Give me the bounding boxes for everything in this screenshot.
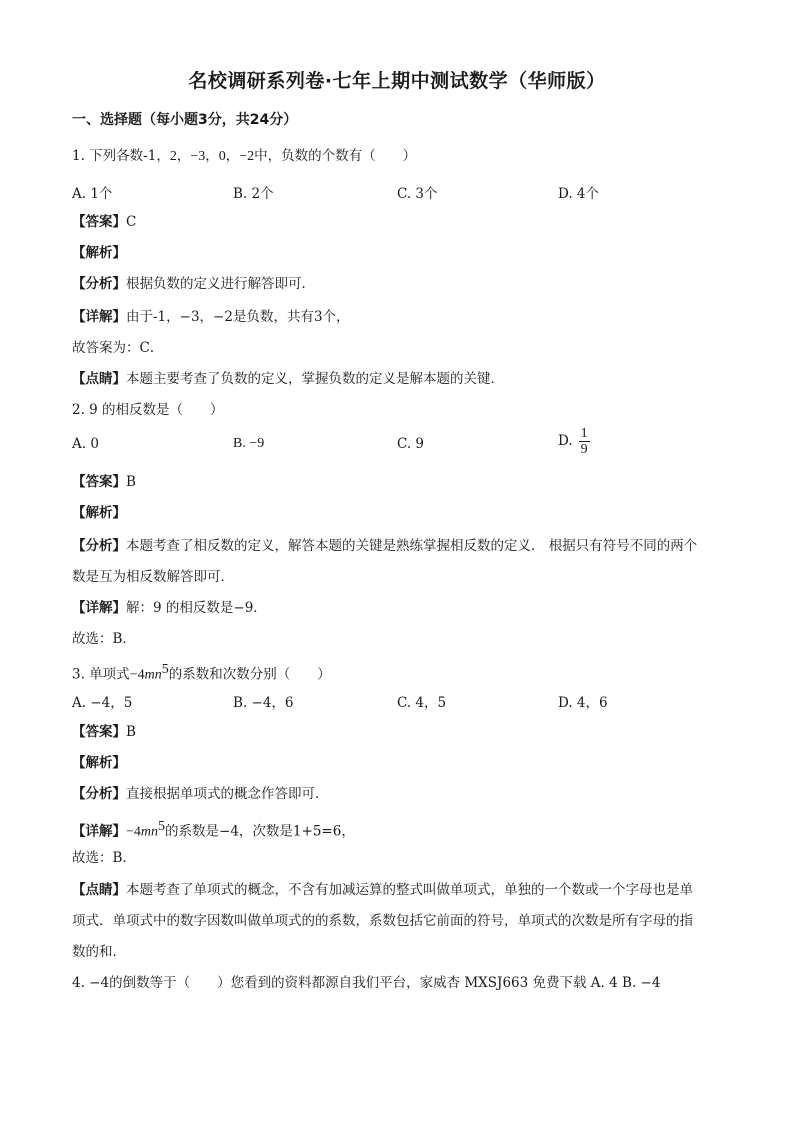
comment-line-3: 数的和．: [72, 944, 126, 960]
jiexi-label: 【解析】: [72, 245, 126, 261]
page-title: 名校调研系列卷·七年上期中测试数学（华师版）: [188, 70, 606, 92]
answer-line: 【答案】B: [72, 724, 136, 740]
comment-line: 【点睛】本题主要考查了负数的定义，掌握负数的定义是解本题的关键．: [72, 371, 504, 387]
analysis-line-2: 数是互为相反数解答即可．: [72, 569, 234, 585]
analysis-line: 【分析】直接根据单项式的概念作答即可．: [72, 786, 329, 802]
fraction: $\frac{1}{9}$: [580, 426, 588, 457]
conclusion-line: 故选：B．: [72, 850, 136, 866]
option-d: D. 4个: [558, 186, 600, 202]
question-1-options: [72, 182, 732, 202]
option-b: B. −9: [233, 436, 265, 451]
section-heading: 一、选择题（每小题3分，共24分）: [72, 112, 298, 128]
option-b: B. 2个: [233, 186, 274, 202]
option-c: C. 3个: [397, 186, 438, 202]
question-3-options: [72, 691, 732, 711]
question-4-stem: 4. −4的倒数等于（ ）您看到的资料都源自我们平台，家威杏 MXSJ663 免费下载 A. 4 B. −4: [72, 975, 661, 991]
option-a: A. 0: [72, 436, 99, 452]
jiexi-label: 【解析】: [72, 755, 126, 771]
answer-line: 【答案】B: [72, 474, 136, 490]
question-3-stem: 3. 单项式$-4mn^5$的系数和次数分别（ ）: [72, 662, 331, 683]
option-a: A. 1个: [72, 186, 113, 202]
detail-line: 【详解】$-4mn^5$的系数是−4，次数是1+5=6，: [72, 819, 355, 840]
comment-line: 【点睛】本题考查了单项式的概念，不含有加减运算的整式叫做单项式，单独的一个数或一个字母也是单: [72, 882, 693, 898]
option-b: B. −4，6: [233, 695, 294, 711]
question-2-stem: 2. 9 的相反数是（ ）: [72, 402, 224, 418]
answer-line: 【答案】C: [72, 214, 137, 230]
option-d: D. $\frac{1}{9}$: [558, 426, 588, 457]
conclusion-line: 故选：B．: [72, 631, 136, 647]
option-c: C. 4，5: [397, 695, 447, 711]
jiexi-label: 【解析】: [72, 505, 126, 521]
question-2-options: [72, 426, 732, 457]
question-1-stem: 1. 下列各数-1，2，−3，0，−2中，负数的个数有（ ）: [72, 148, 417, 164]
analysis-line: 【分析】本题考查了相反数的定义，解答本题的关键是熟练掌握相反数的定义． 根据只有符号不同的两个: [72, 538, 698, 554]
option-d: D. 4，6: [558, 695, 608, 711]
detail-line: 【详解】解：9 的相反数是−9．: [72, 600, 267, 616]
option-a: A. −4，5: [72, 695, 133, 711]
analysis-line: 【分析】根据负数的定义进行解答即可．: [72, 276, 315, 292]
option-c: C. 9: [397, 436, 425, 452]
conclusion-line: 故答案为：C．: [72, 340, 164, 356]
comment-line-2: 项式．单项式中的数字因数叫做单项式的的系数，系数包括它前面的符号，单项式的次数是所有字母的指: [72, 913, 693, 929]
detail-line: 【详解】由于-1，−3，−2是负数，共有3个，: [72, 309, 350, 325]
